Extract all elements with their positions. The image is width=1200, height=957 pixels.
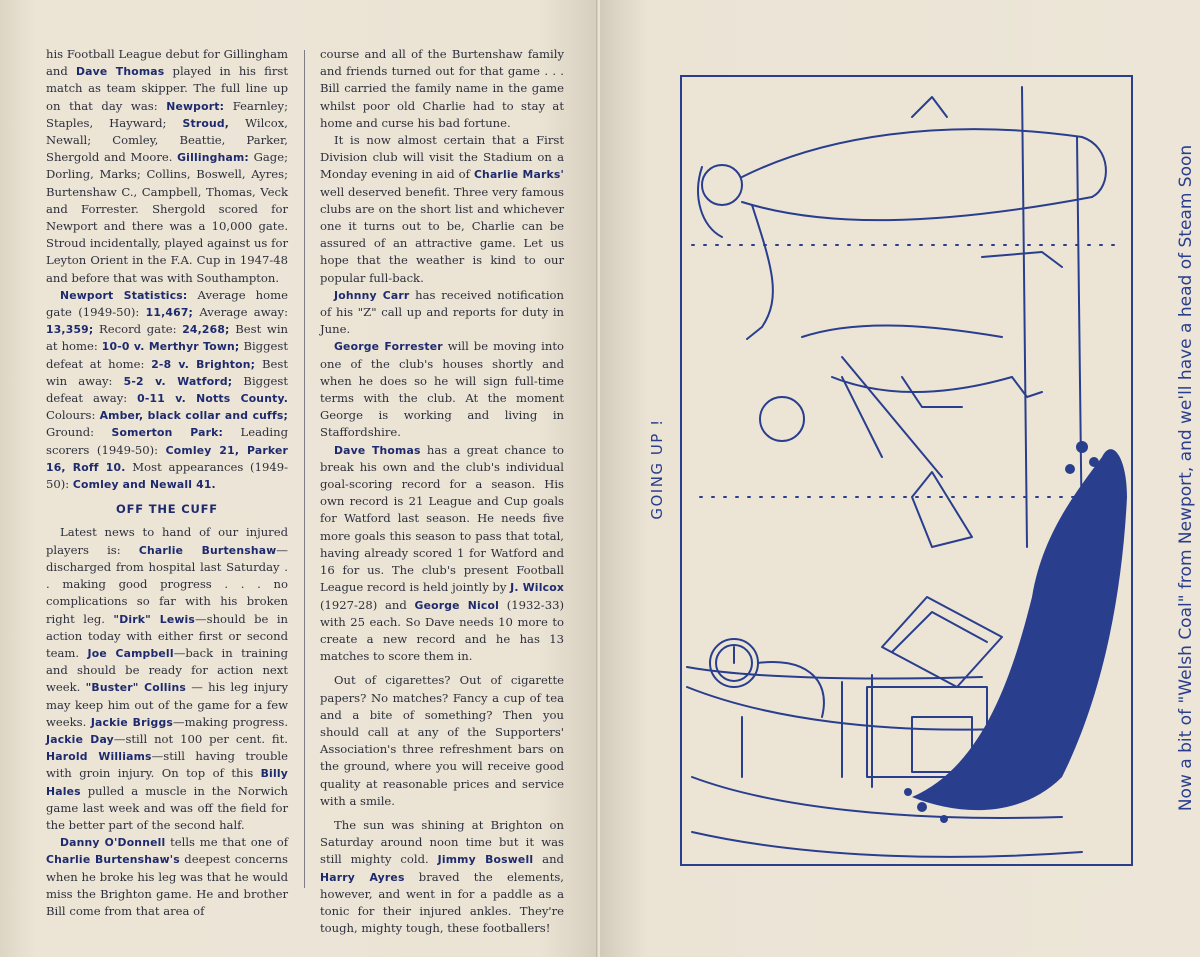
paragraph-first-division-visit: It is now almost certain that a First Division club will visit the Stadium on a Monday evening in aid of Charlie Marks' well deserved benefit. Three very famous clubs are on the short list and whichever one it turns out to be, Charlie can be assured of an attractive game. Let us hope that the weather is kind to our popular full-back. [320, 133, 565, 285]
cartoon-caption: Now a bit of "Welsh Coal" from Newport, and we'll have a head of Steam Soon [1176, 144, 1196, 812]
paragraph-newport-lineup: his Football League debut for Gillingham and Dave Thomas played in his first match as team skipper. The full line up on that day was: Newport: Fearnley; Staples, Hayward; Stroud, Wilcox, Newall; Comley, Beattie, Parker, Shergold and Moore. Gillingham: Gage; Dorling, Marks; Collins, Boswell, Ayres; Burtenshaw C., Campbell, Thomas, Veck and Forrester. Shergold scored for Newport and there was a 10,000 gate. Stroud incidentally, played against us for Leyton Orient in the F.A. Cup in 1947-48 and before that was with Southampton. [46, 47, 288, 285]
paragraph-brighton-paddle: The sun was shining at Brighton on Saturday around noon time but it was still mighty cold. Jimmy Boswell and Harry Ayres braved the elements, however, and went in for a paddle as a tonic for their injured ankles. They're tough, mighty tough, these footballers! [320, 817, 564, 936]
paragraph-newport-statistics: Newport Statistics: Average home gate (1949-50): 11,467; Average away: 13,359; Record gate: 24,268; Best win at home: 10-0 v. Merthyr Town; Biggest defeat at home: 2-8 v. Brighton; Best win away: 5-2 v. Watford; Biggest defeat away: 0-11 v. Notts County. Colours: Amber, black collar and cuffs; Ground: Somerton Park: Leading scorers (1949-50): Comley 21, Parker 16, Roff 10. Most appearances (1949-50): Comley and Newall 41. [46, 287, 289, 492]
column-divider [304, 50, 305, 888]
cartoon-illustration [680, 75, 1133, 866]
cartoon-heading: GOING UP ! [648, 418, 666, 520]
section-heading-off-the-cuff: OFF THE CUFF [116, 502, 218, 517]
cartoon-drawing [682, 77, 1131, 864]
paragraph-george-forrester: George Forrester will be moving into one of the club's houses shortly and when he does so he will sign full-time terms with the club. At the moment George is working and living in Staffordshire. [320, 339, 564, 440]
column-right [320, 46, 564, 937]
column-left [46, 46, 288, 920]
paragraph-refreshment-bars: Out of cigarettes? Out of cigarette papers? No matches? Fancy a cup of tea and a bite of something? Then you should call at any of the Supporters' Association's three refreshment bars on the ground, where you will receive good quality at reasonable prices and service with a smile. [320, 673, 564, 808]
paragraph-johnny-carr: Johnny Carr has received notification of his "Z" call up and reports for duty in June. [320, 287, 564, 337]
paragraph-odonnell: Danny O'Donnell tells me that one of Charlie Burtenshaw's deepest concerns when he broke his leg was that he would miss the Brighton game. He and brother Bill come from that area of [46, 835, 288, 918]
paragraph-injury-news: Latest news to hand of our injured players is: Charlie Burtenshaw—discharged from hospital last Saturday . . making good progress . . . no complications so far with his broken right leg. "Dirk" Lewis—should be in action today with either first or second team. Joe Campbell—back in training and should be ready for action next week. "Buster" Collins — his leg injury may keep him out of the game for a few weeks. Jackie Briggs—making progress. Jackie Day—still not 100 per cent. fit. Harold Williams—still having trouble with groin injury. On top of this Billy Hales pulled a muscle in the Norwich game last week and was off the field for the better part of the second half. [46, 525, 289, 832]
right-page [600, 0, 1200, 957]
paragraph-dave-thomas-record: Dave Thomas has a great chance to break his own and the club's individual goal-scoring record for a season. His own record is 21 League and Cup goals for Watford last season. He needs five more goals this season to pass that total, having already scored 1 for Watford and 16 for us. The club's present Football League record is held jointly by J. Wilcox (1927-28) and George Nicol (1932-33) with 25 each. So Dave needs 10 more to create a new record and he has 13 matches to score them in. [320, 442, 564, 664]
paragraph-burtenshaw-family: course and all of the Burtenshaw family and friends turned out for that game . . . Bill carried the family name in the game whilst poor old Charlie had to stay at home and curse his bad fortune. [320, 47, 564, 130]
left-page [0, 0, 598, 957]
